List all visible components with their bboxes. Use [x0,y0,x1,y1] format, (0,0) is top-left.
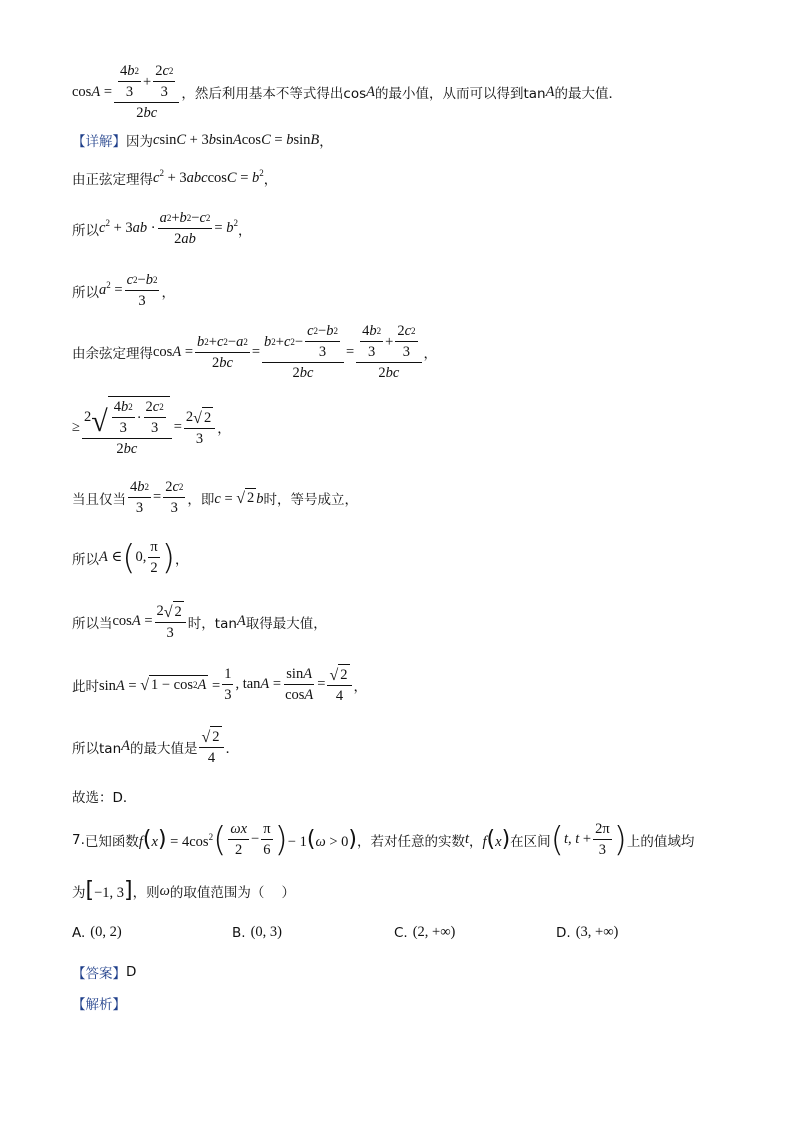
line-cosA-hint: cosA = 4 b 2 3 + 2 c 2 3 2 bc ，然后利用基本不等式得出cos A 的最小值，从而可以得到tan A 的最大值． [72,63,622,122]
line-equality-condition: 当且仅当 4 b 2 3 = 2 c 2 3 ，即 c = √ 2 b 时，等号成立， [72,479,359,517]
text: 在区间 [510,833,551,850]
text: 所以 [72,222,99,239]
text: ， [161,284,175,301]
text: 的最大值是 [129,740,198,757]
text: 所以 [72,551,99,568]
text: 所以tan [72,740,122,757]
answer-value: D [126,964,137,980]
text: 已知函数 [84,833,139,850]
text: 取得最大值， [245,615,327,632]
text: 当且仅当 [72,491,126,508]
formula-cosA: cosA = [72,83,113,100]
text: 由余弦定理得 [72,346,153,363]
fraction: b 2 + c 2 − c 2 − b 2 3 2 bc [262,322,344,382]
text: 时，等号成立， [263,491,359,508]
fraction: a 2 + b 2 − c 2 2 ab [159,210,211,248]
fraction: 2 √ 2 3 [184,407,215,448]
options-row [72,924,712,941]
text: ， [237,222,252,239]
text: 此时 [72,678,99,695]
line-inequality: ≥ 2 √ 4 b 2 3 · 2 c 2 3 2 bc = 2 √ 2 3 ， [72,396,231,458]
line-a-squared: 所以 $a^2$ = c 2 − b 2 3 ， [72,272,175,310]
fraction: 4 b 2 3 + 2 c 2 3 2 bc [114,62,179,122]
line-substitute: 所以 $c^2 + 3ab$ · a 2 + b 2 − c 2 2 ab = $b^2$ ， [72,210,252,248]
text: 为 [72,885,86,901]
text: ， [319,134,333,150]
question-number: 7. [72,831,85,848]
answer-tag: 【答案】 [72,966,126,982]
text: 上的值域均 [626,833,695,850]
text: 的最大值． [554,86,622,103]
text: ，若对任意的实数 [356,833,465,850]
section-tag: 【详解】 [72,134,126,150]
line-sinA-tanA: 此时 sinA = √ 1 − cos 2 A = $\frac{1}{3}$ , tanA = sin A cos A = √ 2 4 ， [72,666,367,705]
option-C[interactable]: C. (2, +∞) [394,924,456,941]
option-A[interactable]: A. (0, 2) [72,924,122,941]
line-max-tanA: 所以tan A 的最大值是 √ 2 4 ． [72,726,239,767]
text: 的最小值，从而可以得到tan [374,86,546,103]
line-detail: 【详解】 因为 csinC + 3bsinAcosC = bsinB ， [72,131,333,150]
line-cosine-law: 由余弦定理得 cosA = b 2 + c 2 − a 2 2 bc = b 2 + c 2 − c 2 − b 2 3 2 bc = 4 b 2 3 + 2 c 2 3 2 bc ， [72,323,438,382]
fraction: 4 b 2 3 + 2 c 2 3 2 bc [356,322,421,382]
fraction: c 2 − b 2 3 [126,272,158,310]
line-choose [72,786,136,806]
question-7-cont: 为 [−1, 3] ，则 ω 的取值范围为（ ） [72,878,296,903]
fraction: b 2 + c 2 − a 2 2 bc [197,333,248,371]
line-A-range: 所以 A ∈ ( 0, π 2 ) ， [72,537,189,578]
text: 因为 [126,134,153,150]
fraction: 2 √ 4 b 2 3 · 2 c 2 3 2 bc [82,396,172,458]
text: ， [353,678,367,695]
analysis-line [72,993,126,1013]
line-sine-law: 由正弦定理得 $c^2 + 3abccosC = b^2$ ， [72,167,278,188]
text: ，然后利用基本不等式得出cos [181,86,367,103]
text: ，即 [187,491,215,508]
question-7: 7. 已知函数 $f(x) = 4\cos^2$ ( ωx 2 − $\frac{\pi}{6}$ ) − 1(ω > 0) ，若对任意的实数 t ， f(x) 在区间 ( t, t + $\frac{2\pi}{3}$ ) 上的值域均 [72,819,695,860]
text: ，则 [132,885,160,901]
text: ， [263,172,278,188]
text: 时，tan [187,615,237,632]
text: 所以 [72,284,99,301]
option-B[interactable]: B. (0, 3) [232,924,282,941]
text: ． [225,740,240,757]
text: ， [423,346,438,363]
text: ， [174,551,189,568]
line-when-cosA: 所以当 cosA = 2 √ 2 3 时，tan A 取得最大值， [72,603,327,642]
text: 的取值范围为（ ） [169,885,296,901]
analysis-tag: 【解析】 [72,997,126,1013]
text: 由正弦定理得 [72,172,153,188]
text: 故选：D． [72,790,137,806]
option-D[interactable]: D. (3, +∞) [556,924,619,941]
text: 所以当 [72,615,113,632]
answer-line [72,962,136,982]
